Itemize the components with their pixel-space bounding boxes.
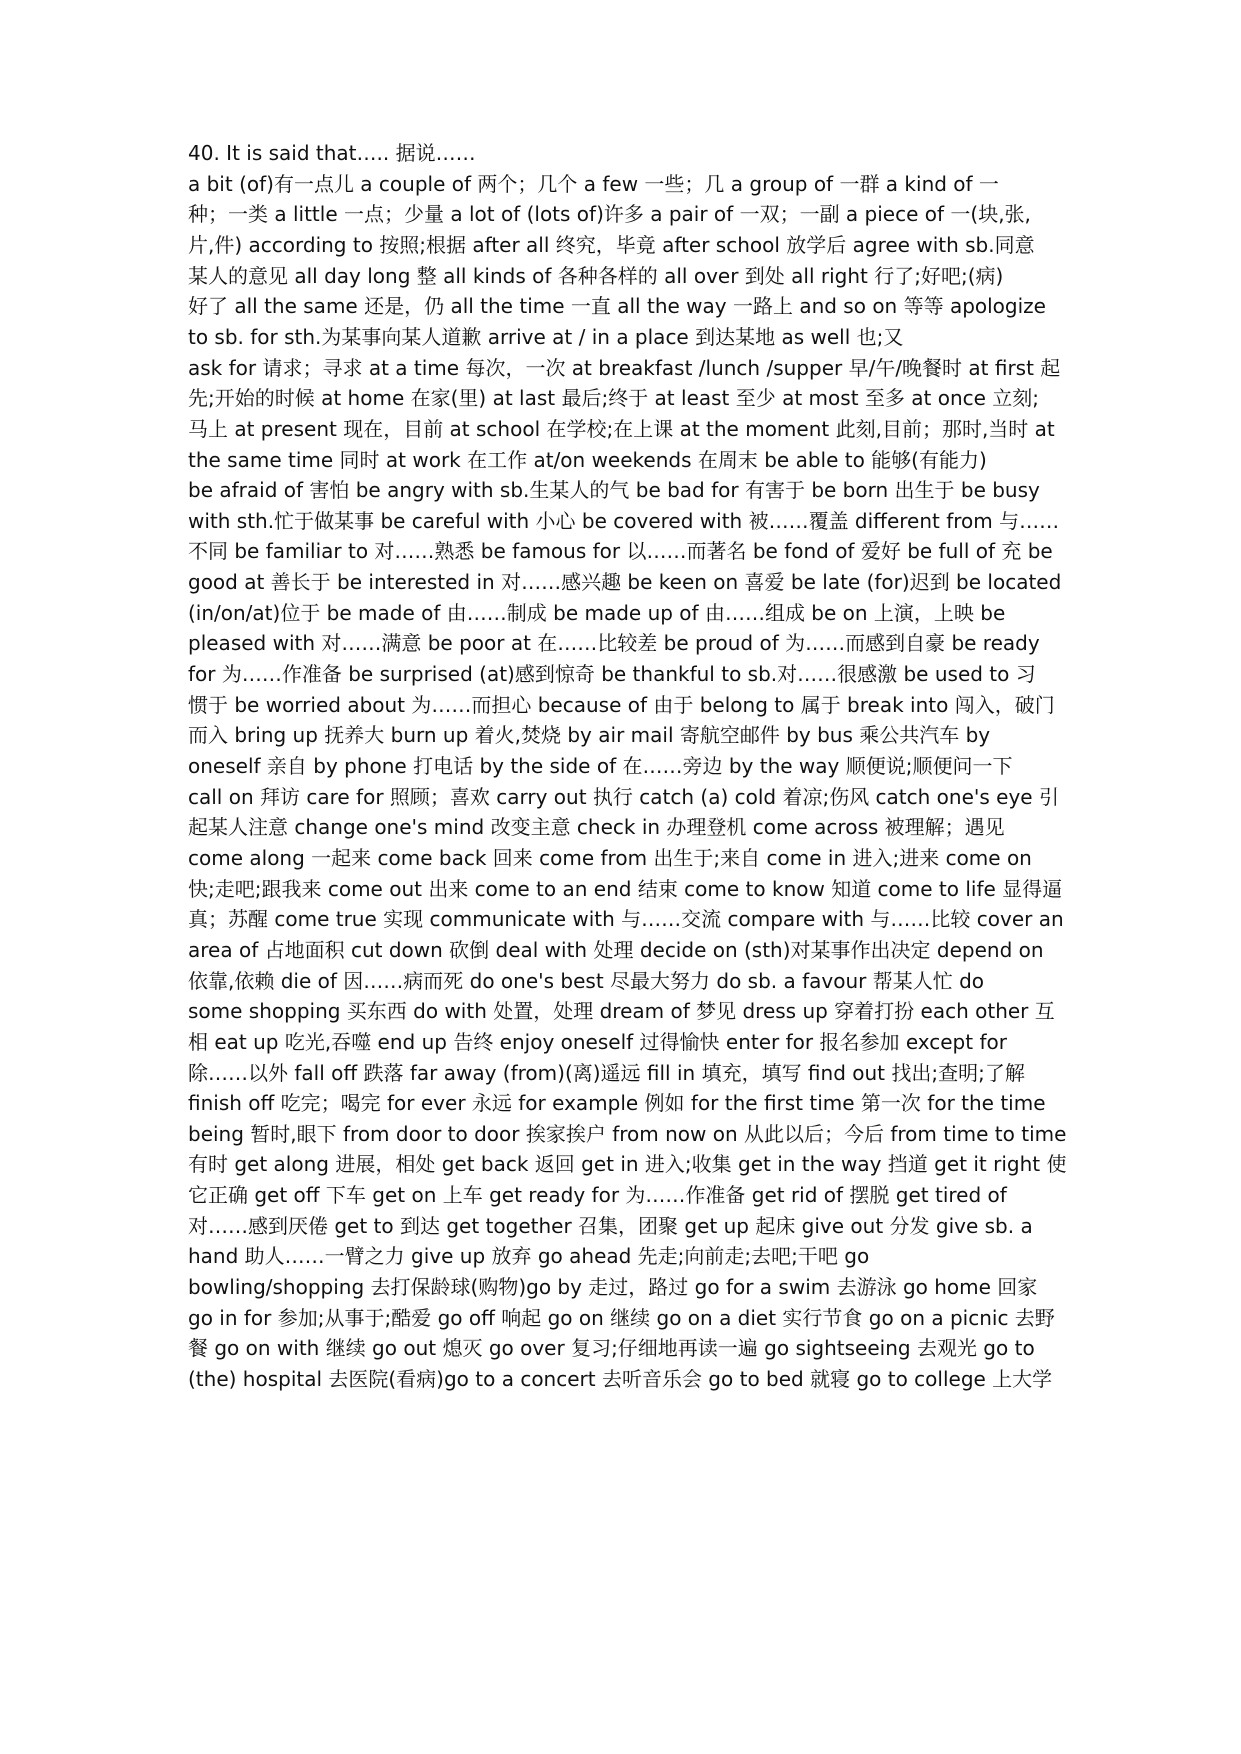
text-line: 不同 be familiar to 对……熟悉 be famous for 以……而著名 be fond of 爱好 be full of 充 be [188, 539, 1053, 563]
text-line: some shopping 买东西 do with 处置，处理 dream of 梦见 dress up 穿着打扮 each other 互 [188, 999, 1055, 1023]
text-line: 相 eat up 吃光,吞噬 end up 告终 enjoy oneself 过得愉快 enter for 报名参加 except for [188, 1030, 1007, 1054]
text-line: 快;走吧;跟我来 come out 出来 come to an end 结束 come to know 知道 come to life 显得逼 [188, 877, 1063, 901]
text-line: 真；苏醒 come true 实现 communicate with 与……交流 compare with 与……比较 cover an [188, 907, 1064, 931]
text-line: go in for 参加;从事于;酷爱 go off 响起 go on 继续 go on a diet 实行节食 go on a picnic 去野 [188, 1306, 1055, 1330]
text-line: for 为……作准备 be surprised (at)感到惊奇 be thankful to sb.对……很感激 be used to 习 [188, 662, 1036, 686]
text-line: being 暂时,眼下 from door to door 挨家挨户 from now on 从此以后；今后 from time to time [188, 1122, 1067, 1146]
text-line: 起某人注意 change one's mind 改变主意 check in 办理登机 come across 被理解；遇见 [188, 815, 1005, 839]
text-line: the same time 同时 at work 在工作 at/on weekends 在周末 be able to 能够(有能力) [188, 448, 987, 472]
text-line: to sb. for sth.为某事向某人道歉 arrive at / in a place 到达某地 as well 也;又 [188, 325, 904, 349]
text-line: 餐 go on with 继续 go out 熄灭 go over 复习;仔细地再读一遍 go sightseeing 去观光 go to [188, 1336, 1035, 1360]
text-line: (in/on/at)位于 be made of 由……制成 be made up of 由……组成 be on 上演，上映 be [188, 601, 1006, 625]
text-line: 某人的意见 all day long 整 all kinds of 各种各样的 all over 到处 all right 行了;好吧;(病) [188, 264, 1004, 288]
text-line: oneself 亲自 by phone 打电话 by the side of 在……旁边 by the way 顺便说;顺便问一下 [188, 754, 1013, 778]
text-line: 种；一类 a little 一点；少量 a lot of (lots of)许多 a pair of 一双；一副 a piece of 一(块,张, [188, 202, 1031, 226]
text-line: 对……感到厌倦 get to 到达 get together 召集，团聚 get up 起床 give out 分发 give sb. a [188, 1214, 1033, 1238]
text-line: ask for 请求；寻求 at a time 每次，一次 at breakfast /lunch /supper 早/午/晚餐时 at first 起 [188, 356, 1061, 380]
text-line: area of 占地面积 cut down 砍倒 deal with 处理 decide on (sth)对某事作出决定 depend on [188, 938, 1044, 962]
text-line: 依靠,依赖 die of 因……病而死 do one's best 尽最大努力 do sb. a favour 帮某人忙 do [188, 969, 985, 993]
text-line: come along 一起来 come back 回来 come from 出生于;来自 come in 进入;进来 come on [188, 846, 1032, 870]
text-line: hand 助人……一臂之力 give up 放弃 go ahead 先走;向前走;去吧;干吧 go [188, 1244, 870, 1268]
text-line: 40. It is said that….. 据说…… [188, 141, 476, 165]
text-line: 片,件) according to 按照;根据 after all 终究，毕竟 after school 放学后 agree with sb.同意 [188, 233, 1035, 257]
text-line: be afraid of 害怕 be angry with sb.生某人的气 be bad for 有害于 be born 出生于 be busy [188, 478, 1040, 502]
text-line: pleased with 对……满意 be poor at 在……比较差 be proud of 为……而感到自豪 be ready [188, 631, 1040, 655]
text-line: 先;开始的时候 at home 在家(里) at last 最后;终于 at least 至少 at most 至多 at once 立刻; [188, 386, 1040, 410]
text-line: (the) hospital 去医院(看病)go to a concert 去听音乐会 go to bed 就寝 go to college 上大学 [188, 1367, 1053, 1391]
text-line: 它正确 get off 下车 get on 上车 get ready for 为……作准备 get rid of 摆脱 get tired of [188, 1183, 1007, 1207]
text-line: call on 拜访 care for 照顾；喜欢 carry out 执行 catch (a) cold 着凉;伤风 catch one's eye 引 [188, 785, 1059, 809]
text-line: 有时 get along 进展，相处 get back 返回 get in 进入;收集 get in the way 挡道 get it right 使 [188, 1152, 1067, 1176]
text-line: 惯于 be worried about 为……而担心 because of 由于 belong to 属于 break into 闯入，破门 [188, 693, 1055, 717]
text-line: 马上 at present 现在，目前 at school 在学校;在上课 at the moment 此刻,目前；那时,当时 at [188, 417, 1055, 441]
text-line: finish off 吃完；喝完 for ever 永远 for example 例如 for the first time 第一次 for the time [188, 1091, 1046, 1115]
text-line: 而入 bring up 抚养大 burn up 着火,焚烧 by air mail 寄航空邮件 by bus 乘公共汽车 by [188, 723, 991, 747]
text-line: good at 善长于 be interested in 对……感兴趣 be keen on 喜爱 be late (for)迟到 be located [188, 570, 1062, 594]
text-line: a bit (of)有一点儿 a couple of 两个；几个 a few 一些；几 a group of 一群 a kind of 一 [188, 172, 999, 196]
text-line: with sth.忙于做某事 be careful with 小心 be covered with 被……覆盖 different from 与…… [188, 509, 1060, 533]
text-line: 除……以外 fall off 跌落 far away (from)(离)遥远 fill in 填充，填写 find out 找出;查明;了解 [188, 1061, 1025, 1085]
text-line: bowling/shopping 去打保龄球(购物)go by 走过，路过 go for a swim 去游泳 go home 回家 [188, 1275, 1038, 1299]
text-line: 好了 all the same 还是，仍 all the time 一直 all the way 一路上 and so on 等等 apologize [188, 294, 1046, 318]
